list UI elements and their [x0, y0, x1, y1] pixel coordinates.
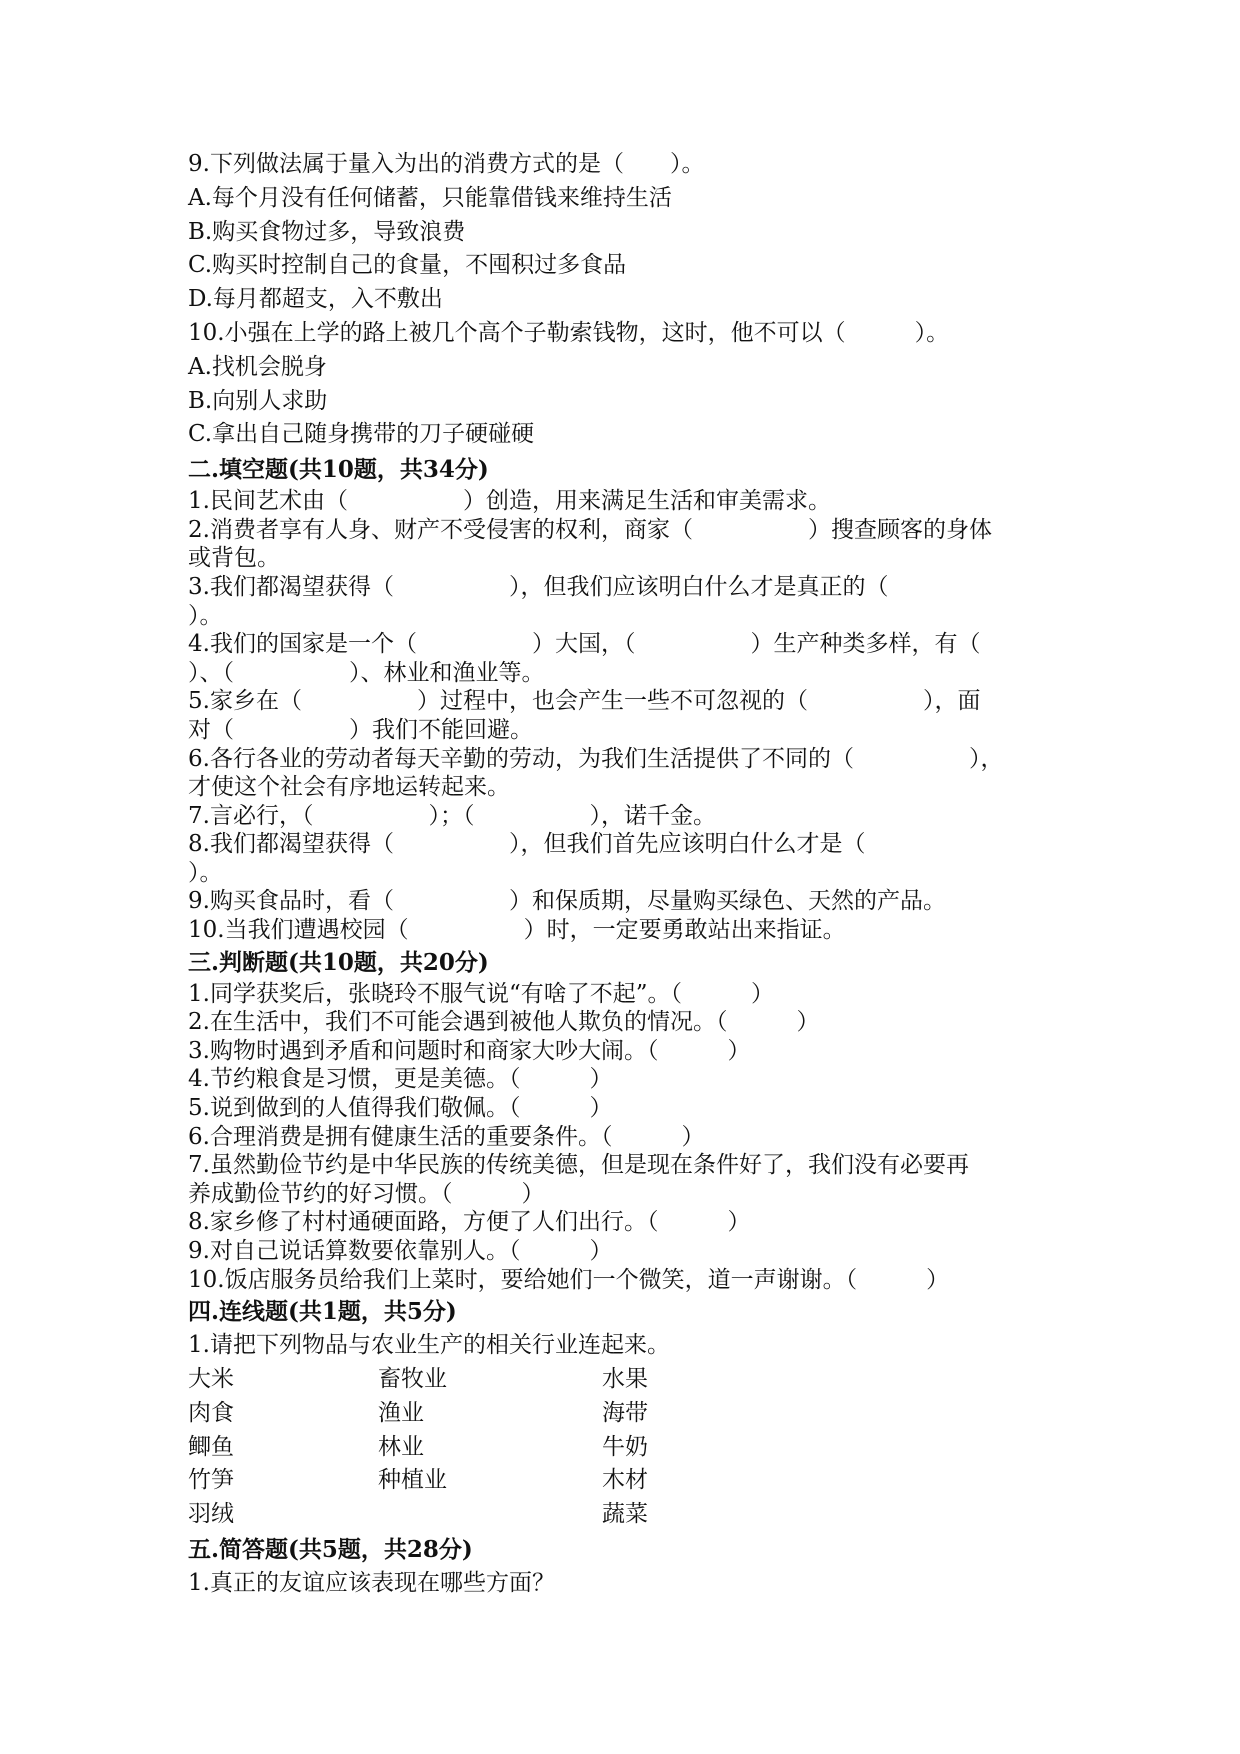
matching-row [188, 1498, 1068, 1532]
judge-line: 5.说到做到的人值得我们敬佩。（ ） [188, 1095, 613, 1122]
judge-line: 10.饭店服务员给我们上菜时，要给她们一个微笑，道一声谢谢。（ ） [188, 1266, 950, 1293]
fill-line: 7.言必行，（ ）；（ ），诺千金。 [188, 802, 716, 829]
fill-line: 3.我们都渴望获得（ ），但我们应该明白什么才是真正的（ [188, 573, 889, 600]
judge-line: 8.家乡修了村村通硬面路，方便了人们出行。（ ） [188, 1209, 751, 1236]
multiple-choice-tail [188, 148, 1068, 452]
fill-line: 8.我们都渴望获得（ ），但我们首先应该明白什么才是（ [188, 831, 866, 858]
option-d: D.每月都超支，入不敷出 [188, 286, 443, 313]
option-b: B.购买食物过多，导致浪费 [188, 218, 466, 245]
fill-line: 才使这个社会有序地运转起来。 [188, 774, 510, 801]
fill-line: 对（ ）我们不能回避。 [188, 716, 533, 743]
fill-line: 5.家乡在（ ）过程中，也会产生一些不可忽视的（ ），面 [188, 688, 981, 715]
judge-line: 6.合理消费是拥有健康生活的重要条件。（ ） [188, 1123, 705, 1150]
option-c: C.拿出自己随身携带的刀子硬碰硬 [188, 421, 535, 448]
fill-line: ）、（ ）、林业和渔业等。 [188, 659, 545, 686]
matching-prompt: 1.请把下列物品与农业生产的相关行业连起来。 [188, 1332, 670, 1359]
industry-cell [378, 1498, 602, 1532]
product-cell: 水果 [602, 1366, 648, 1392]
judge-line: 3.购物时遇到矛盾和问题时和商家大吵大闹。（ ） [188, 1037, 751, 1064]
fill-line: 或背包。 [188, 545, 280, 572]
judge-line: 7.虽然勤俭节约是中华民族的传统美德，但是现在条件好了，我们没有必要再 [188, 1152, 969, 1179]
product-cell: 海带 [602, 1399, 648, 1426]
item-cell: 竹笋 [188, 1467, 234, 1494]
industry-cell: 渔业 [378, 1399, 424, 1426]
fill-line: ）。 [188, 859, 223, 886]
section-title-matching: 四.连线题(共1题，共5分) [188, 1298, 457, 1326]
fill-line: 2.消费者享有人身、财产不受侵害的权利，商家（ ）搜查顾客的身体 [188, 516, 992, 543]
option-c: C.购买时控制自己的食量，不囤积过多食品 [188, 252, 627, 279]
short-answer-prompt: 1.真正的友谊应该表现在哪些方面？ [188, 1569, 555, 1596]
industry-cell: 畜牧业 [378, 1366, 447, 1392]
item-cell: 羽绒 [188, 1501, 234, 1528]
judge-line: 9.对自己说话算数要依靠别人。（ ） [188, 1238, 613, 1265]
fill-line: 1.民间艺术由（ ）创造，用来满足生活和审美需求。 [188, 488, 831, 515]
short-answer-question [188, 1567, 1068, 1601]
option-a: A.每个月没有任何储蓄，只能靠借钱来维持生活 [188, 184, 672, 211]
item-cell: 大米 [188, 1366, 234, 1392]
section-title-true-false: 三.判断题(共10题，共20分) [188, 948, 489, 976]
fill-line: 6.各行各业的劳动者每天辛勤的劳动，为我们生活提供了不同的（ ）， [188, 745, 1004, 772]
option-b: B.向别人求助 [188, 387, 328, 414]
judge-line: 2.在生活中，我们不可能会遇到被他人欺负的情况。（ ） [188, 1009, 820, 1036]
product-cell: 蔬菜 [602, 1501, 648, 1528]
matching-table [188, 1363, 1068, 1532]
section-title-short-answer: 五.简答题(共5题，共28分) [188, 1535, 473, 1563]
question-9: 9.下列做法属于量入为出的消费方式的是（ ）。 [188, 151, 705, 177]
true-false-questions [188, 980, 1068, 1295]
fill-line: ）。 [188, 602, 223, 629]
item-cell: 肉食 [188, 1399, 234, 1426]
product-cell: 牛奶 [602, 1433, 648, 1460]
fill-line: 10.当我们遭遇校园（ ）时，一定要勇敢站出来指证。 [188, 917, 846, 944]
option-a: A.找机会脱身 [188, 353, 327, 380]
item-cell: 鲫鱼 [188, 1433, 234, 1460]
fill-line: 4.我们的国家是一个（ ）大国，（ ）生产种类多样，有（ [188, 631, 981, 658]
judge-line: 养成勤俭节约的好习惯。（ ） [188, 1180, 545, 1207]
product-cell: 木材 [602, 1467, 648, 1494]
section-title-fill-in: 二.填空题(共10题，共34分) [188, 456, 489, 484]
matching-row [188, 1431, 1068, 1465]
judge-line: 1.同学获奖后，张晓玲不服气说“有啥了不起”。（ ） [188, 980, 774, 1007]
matching-row [188, 1363, 1068, 1397]
industry-cell: 林业 [378, 1433, 424, 1460]
fill-in-questions [188, 487, 1068, 945]
matching-row [188, 1464, 1068, 1498]
industry-cell: 种植业 [378, 1467, 447, 1494]
judge-line: 4.节约粮食是习惯，更是美德。（ ） [188, 1066, 613, 1093]
matching-question [188, 1329, 1068, 1363]
matching-row [188, 1397, 1068, 1431]
question-10: 10.小强在上学的路上被几个高个子勒索钱物，这时，他不可以（ ）。 [188, 319, 950, 346]
fill-line: 9.购买食品时，看（ ）和保质期，尽量购买绿色、天然的产品。 [188, 888, 946, 915]
exam-page [188, 148, 1068, 1601]
